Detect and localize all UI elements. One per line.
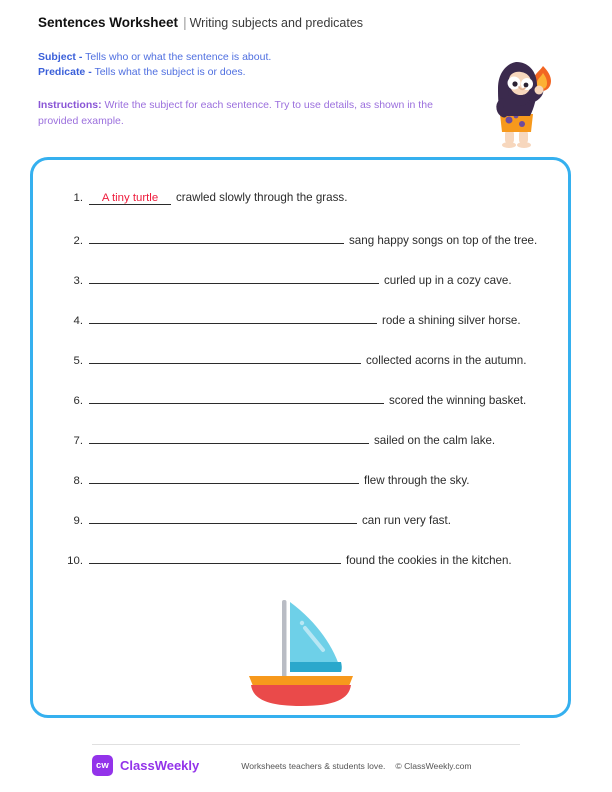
answer-blank[interactable] [89, 310, 377, 324]
list-item [61, 510, 550, 550]
item-number: 9. [73, 515, 83, 527]
list-item [61, 310, 550, 350]
item-number: 1. [73, 192, 83, 204]
answer-blank[interactable] [89, 550, 341, 564]
footer-copyright: © ClassWeekly.com [395, 760, 472, 771]
classweekly-logo-icon: cw [92, 755, 113, 776]
item-predicate: crawled slowly through the grass. [176, 191, 348, 204]
instructions-text: Write the subject for each sentence. Try to use details, as shown in the provided example. [38, 99, 433, 127]
list-item [61, 550, 550, 590]
answer-blank[interactable] [89, 510, 357, 524]
list-item [61, 390, 550, 430]
page-title-subtitle: Writing subjects and predicates [189, 16, 364, 30]
brand-name: ClassWeekly [120, 758, 200, 773]
title-separator: | [183, 15, 187, 30]
item-number: 7. [73, 435, 83, 447]
definitions-block [38, 50, 498, 80]
item-predicate: rode a shining silver horse. [382, 314, 521, 327]
item-number: 5. [73, 355, 83, 367]
list-item [61, 430, 550, 470]
answer-blank[interactable] [89, 230, 344, 244]
item-predicate: collected acorns in the autumn. [366, 354, 527, 367]
page-title-main: Sentences Worksheet [38, 15, 179, 30]
list-item [61, 350, 550, 390]
sentences-panel [30, 157, 571, 718]
definition-predicate-term: Predicate [38, 66, 86, 78]
item-predicate: found the cookies in the kitchen. [346, 554, 512, 567]
answer-blank[interactable]: A tiny turtle [89, 191, 171, 205]
item-number: 8. [73, 475, 83, 487]
list-item [61, 190, 550, 230]
item-number: 10. [67, 555, 83, 567]
sentence-list [61, 190, 550, 590]
definition-subject-dash: - [78, 51, 83, 63]
definition-subject [38, 50, 498, 65]
item-number: 3. [73, 275, 83, 287]
answer-blank[interactable] [89, 350, 361, 364]
definition-subject-text: Tells who or what the sentence is about. [85, 51, 272, 63]
definition-predicate [38, 65, 498, 80]
item-predicate: sang happy songs on top of the tree. [349, 234, 538, 247]
item-predicate: curled up in a cozy cave. [384, 274, 512, 287]
item-predicate: flew through the sky. [364, 474, 470, 487]
footer-divider [92, 744, 520, 745]
item-predicate: scored the winning basket. [389, 394, 527, 407]
caveman-icon [478, 52, 570, 152]
list-item [61, 470, 550, 510]
footer-tagline: Worksheets teachers & students love. [241, 760, 386, 771]
answer-blank[interactable] [89, 390, 384, 404]
footer [92, 755, 532, 776]
item-number: 2. [73, 235, 83, 247]
instructions-label: Instructions: [38, 99, 102, 111]
instructions-block [38, 98, 468, 129]
definition-predicate-dash: - [88, 66, 92, 78]
sailboat-icon [241, 590, 361, 710]
answer-blank[interactable] [89, 430, 369, 444]
list-item [61, 230, 550, 270]
item-number: 6. [73, 395, 83, 407]
worksheet-header [38, 14, 498, 129]
page-title [38, 14, 498, 32]
item-predicate: can run very fast. [362, 514, 451, 527]
list-item [61, 270, 550, 310]
definition-subject-term: Subject [38, 51, 76, 63]
item-predicate: sailed on the calm lake. [374, 434, 496, 447]
definition-predicate-text: Tells what the subject is or does. [94, 66, 246, 78]
answer-blank[interactable] [89, 270, 379, 284]
answer-blank[interactable] [89, 470, 359, 484]
item-number: 4. [73, 315, 83, 327]
